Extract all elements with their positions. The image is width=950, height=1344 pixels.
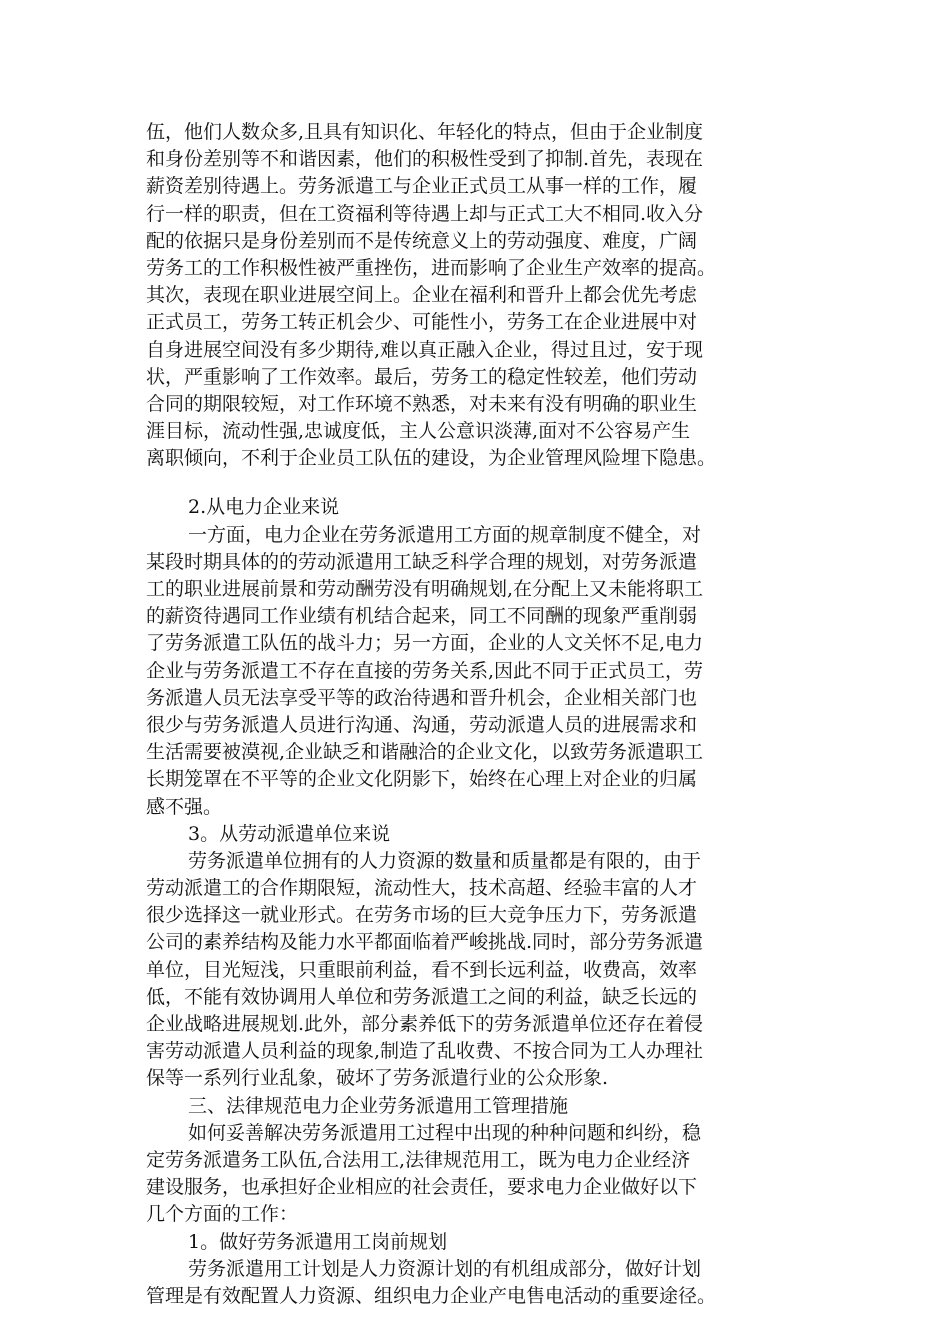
text-line: 建设服务，也承担好企业相应的社会责任，要求电力企业做好以下: [146, 1176, 698, 1199]
text-line: 公司的素养结构及能力水平都面临着严峻挑战.同时，部分劳务派遣: [146, 931, 704, 954]
paragraph: [146, 522, 806, 821]
text-line: 和身份差别等不和谐因素，他们的积极性受到了抑制.首先，表现在: [146, 148, 704, 171]
heading-text: 三、法律规范电力企业劳务派遣用工管理措施: [188, 1094, 569, 1117]
document-body: [146, 119, 806, 1310]
text-line: 状，严重影响了工作效率。最后，劳务工的稳定性较差，他们劳动: [146, 365, 698, 388]
text-line: 生活需要被漠视,企业缺乏和谐融洽的企业文化，以致劳务派遣职工: [146, 741, 704, 764]
section-heading: [146, 821, 806, 848]
text-line: 保等一系列行业乱象，破坏了劳务派遣行业的公众形象.: [146, 1067, 609, 1090]
text-line: 低，不能有效协调用人单位和劳务派遣工之间的利益，缺乏长远的: [146, 985, 698, 1008]
paragraph: [146, 848, 806, 1093]
text-line: 劳动派遣工的合作期限短，流动性大，技术高超、经验丰富的人才: [146, 877, 698, 900]
text-line: 自身进展空间没有多少期待,难以真正融入企业，得过且过，安于现: [146, 338, 704, 361]
text-line: 务派遣人员无法享受平等的政治待遇和晋升机会，企业相关部门也: [146, 686, 698, 709]
text-line: 劳务工的工作积极性被严重挫伤，进而影响了企业生产效率的提高。: [146, 256, 717, 279]
section-heading: [146, 1229, 806, 1256]
text-line: 行一样的职责，但在工资福利等待遇上却与正式工大不相同.收入分: [146, 202, 704, 225]
text-line: 害劳动派遣人员利益的现象,制造了乱收费、不按合同为工人办理社: [146, 1040, 704, 1063]
paragraph: [146, 119, 806, 472]
text-line: 单位，目光短浅，只重眼前利益，看不到长远利益，收费高，效率: [146, 958, 698, 981]
paragraph: [146, 1256, 806, 1310]
text-line: 工的职业进展前景和劳动酬劳没有明确规划,在分配上又未能将职工: [146, 578, 704, 600]
text-line: 薪资差别待遇上。劳务派遣工与企业正式员工从事一样的工作，履: [146, 175, 698, 198]
text-line: 离职倾向，不利于企业员工队伍的建设，为企业管理风险埋下隐患。: [146, 447, 717, 470]
heading-text: 3。从劳动派遣单位来说: [188, 822, 391, 845]
heading-text: 2.从电力企业来说: [188, 496, 340, 519]
text-line: 劳务派遣用工计划是人力资源计划的有机组成部分，做好计划: [188, 1257, 702, 1280]
text-line: 企业战略进展规划.此外，部分素养低下的劳务派遣单位还存在着侵: [146, 1013, 704, 1035]
text-line: 管理是有效配置人力资源、组织电力企业产电售电活动的重要途径。: [146, 1284, 717, 1307]
text-line: 合同的期限较短，对工作环境不熟悉，对未来有没有明确的职业生: [146, 392, 698, 415]
text-line: 了劳务派遣工队伍的战斗力；另一方面，企业的人文关怀不足,电力: [146, 632, 704, 655]
text-line: 企业与劳务派遣工不存在直接的劳务关系,因此不同于正式员工，劳: [146, 659, 704, 682]
text-line: 劳务派遣单位拥有的人力资源的数量和质量都是有限的，由于: [188, 849, 702, 872]
section-heading: [146, 1093, 806, 1120]
text-line: 几个方面的工作：: [146, 1203, 299, 1226]
text-line: 其次，表现在职业进展空间上。企业在福利和晋升上都会优先考虑: [146, 284, 698, 307]
text-line: 伍，他们人数众多,且具有知识化、年轻化的特点，但由于企业制度: [146, 121, 704, 143]
text-line: 一方面，电力企业在劳务派遣用工方面的规章制度不健全，对: [188, 523, 702, 546]
text-line: 如何妥善解决劳务派遣用工过程中出现的种种问题和纠纷，稳: [188, 1121, 702, 1144]
heading-text: 1。做好劳务派遣用工岗前规划: [188, 1230, 448, 1253]
text-line: 定劳务派遣务工队伍,合法用工,法律规范用工，既为电力企业经济: [146, 1148, 691, 1171]
paragraph: [146, 1120, 806, 1229]
text-line: 长期笼罩在不平等的企业文化阴影下，始终在心理上对企业的归属: [146, 768, 698, 791]
text-line: 正式员工，劳务工转正机会少、可能性小，劳务工在企业进展中对: [146, 311, 698, 334]
text-line: 配的依据只是身份差别而不是传统意义上的劳动强度、难度，广阔: [146, 229, 698, 252]
text-line: 很少选择这一就业形式。在劳务市场的巨大竞争压力下，劳务派遣: [146, 904, 698, 927]
section-heading: [146, 494, 806, 521]
text-line: 感不强。: [146, 795, 223, 818]
text-line: 涯目标，流动性强,忠诚度低，主人公意识淡薄,面对不公容易产生: [146, 420, 691, 443]
text-line: 某段时期具体的的劳动派遣用工缺乏科学合理的规划，对劳务派遣: [146, 550, 698, 573]
text-line: 很少与劳务派遣人员进行沟通、沟通，劳动派遣人员的进展需求和: [146, 713, 698, 736]
text-line: 的薪资待遇同工作业绩有机结合起来，同工不同酬的现象严重削弱: [146, 605, 698, 628]
